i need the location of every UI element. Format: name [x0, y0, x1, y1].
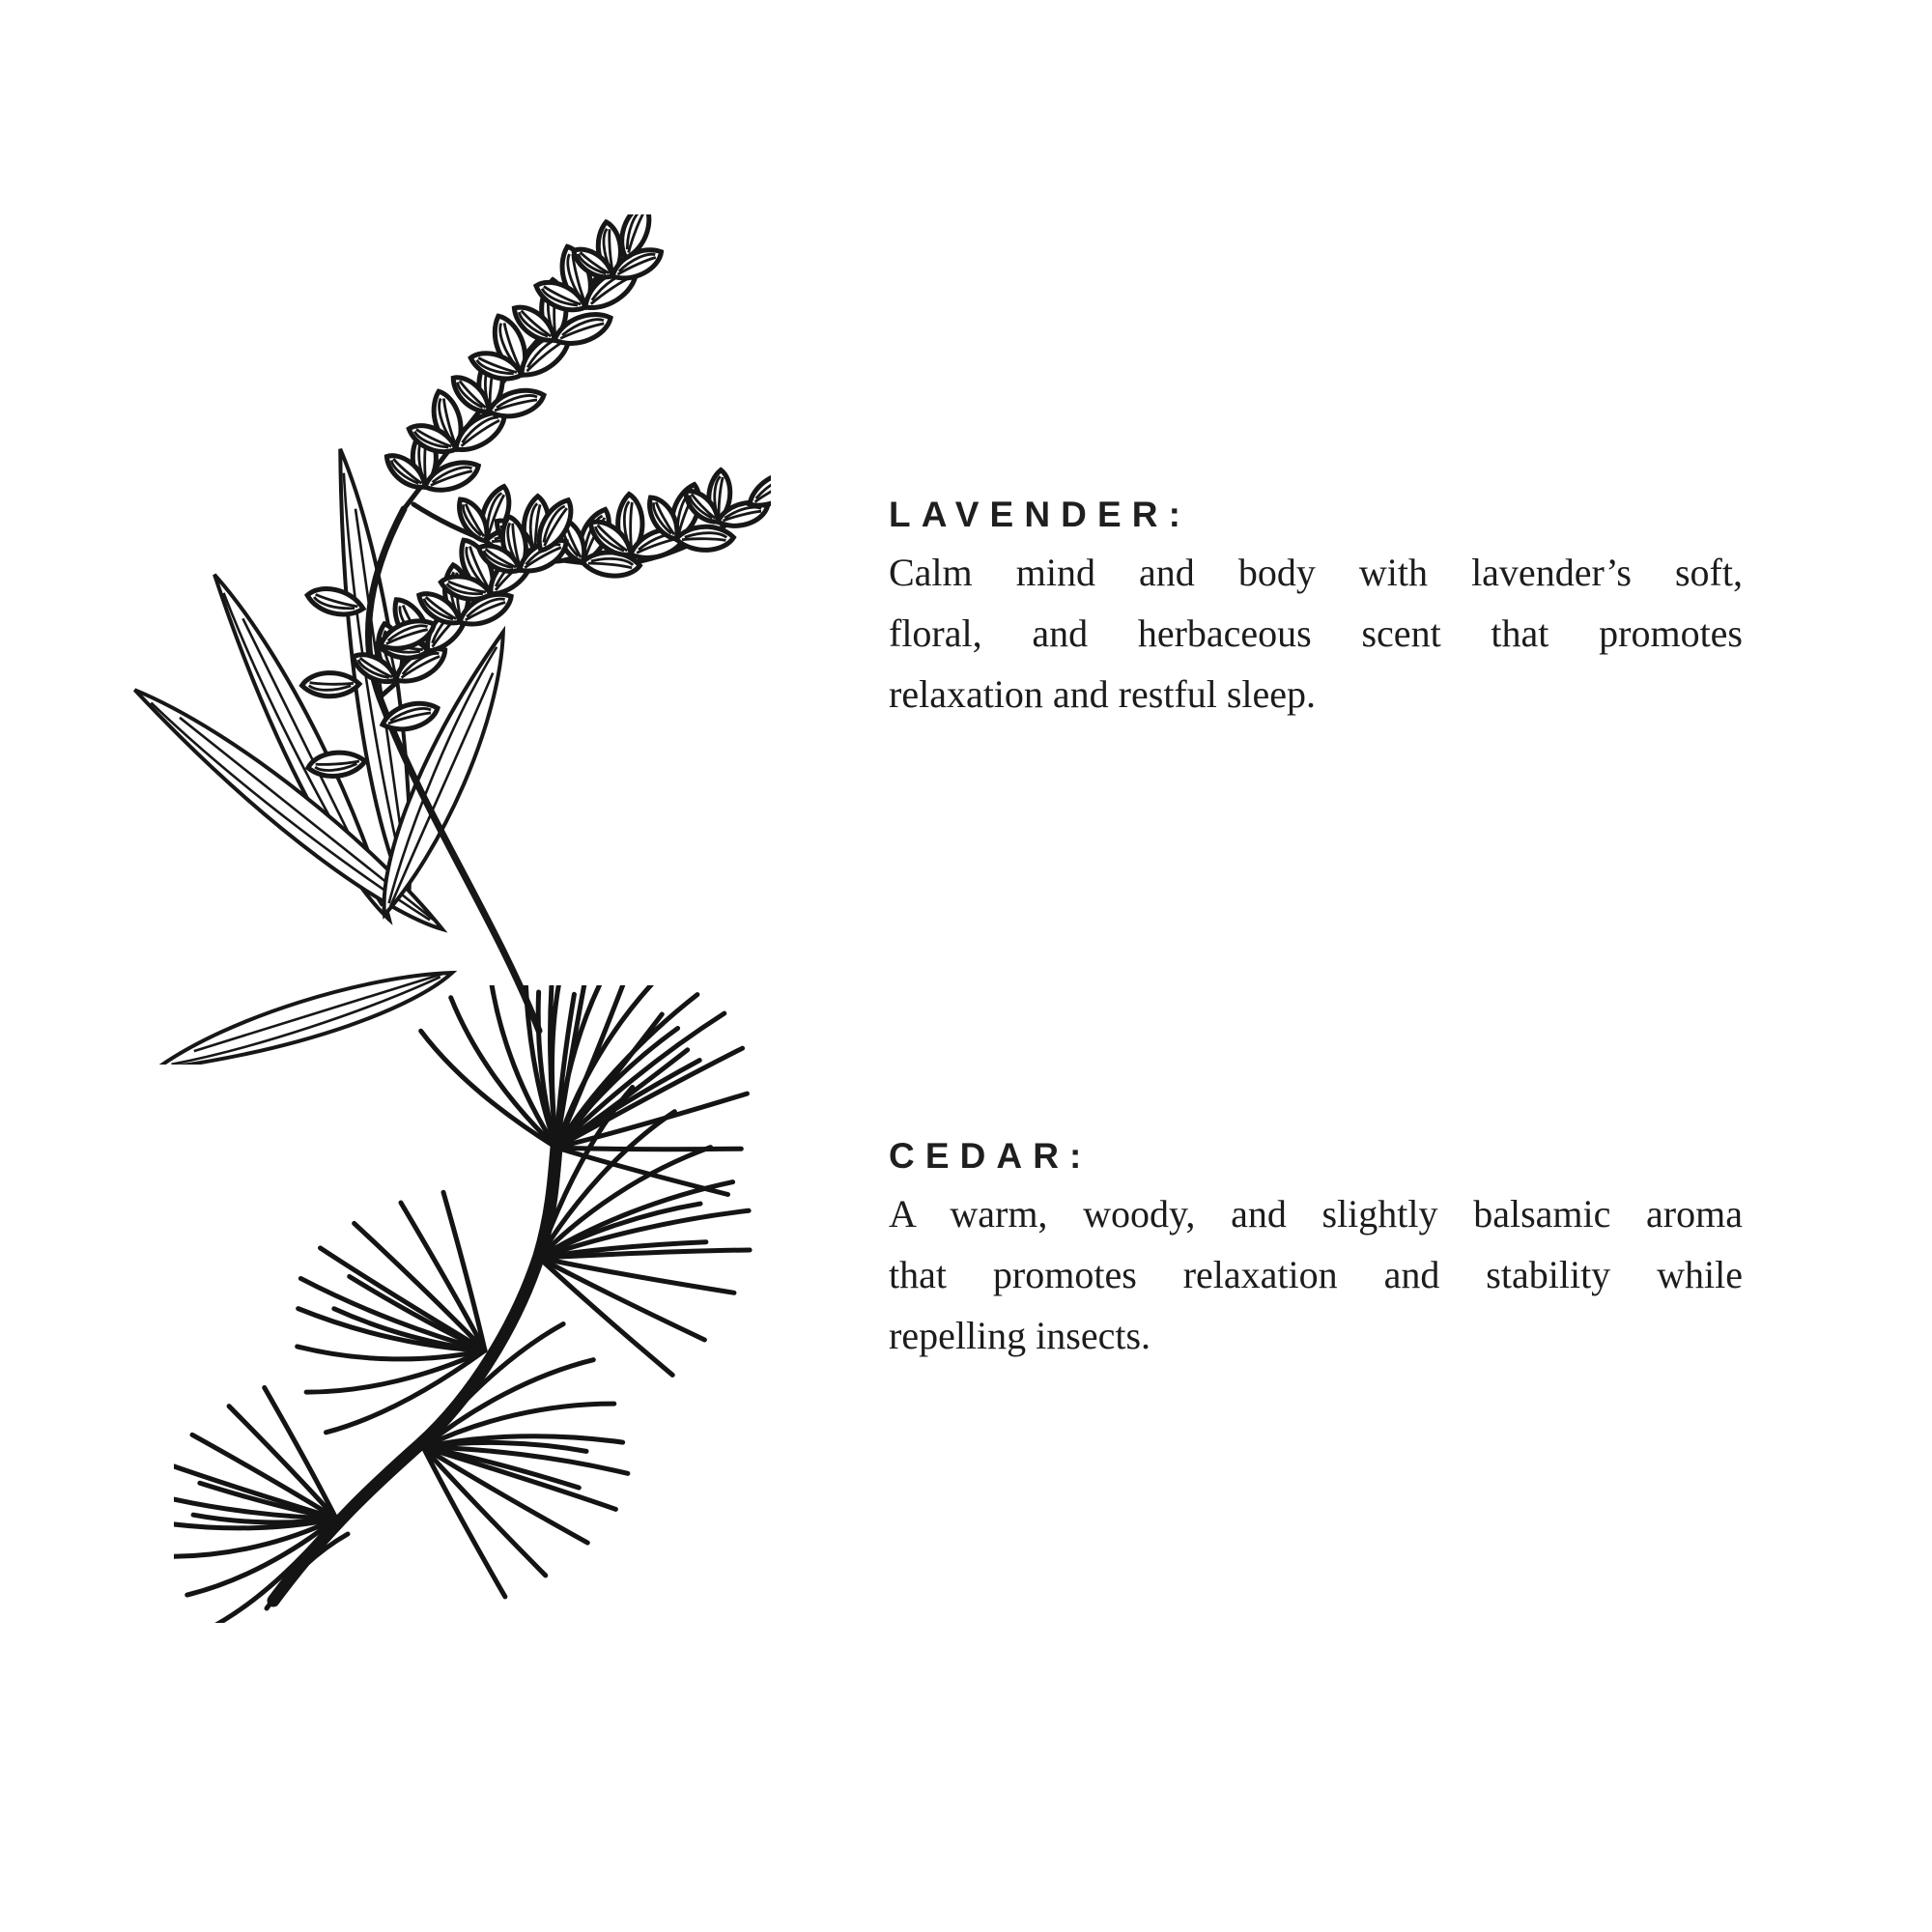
lavender-illustration	[133, 214, 771, 1065]
lavender-description-line-2: floral, and herbaceous scent that promotes	[889, 611, 1743, 655]
lavender-description-line-1: Calm mind and body with lavender’s soft,	[889, 551, 1743, 594]
cedar-section	[889, 1136, 1743, 1366]
cedar-heading: CEDAR:	[889, 1136, 1093, 1176]
cedar-illustration-svg	[174, 985, 927, 1623]
cedar-description-line-2: that promotes relaxation and stability while	[889, 1253, 1743, 1296]
cedar-needle-clusters	[174, 985, 813, 1623]
lavender-flower-spike-top	[378, 214, 670, 515]
cedar-description-line-1: A warm, woody, and slightly balsamic aroma	[889, 1192, 1743, 1236]
cedar-description-line-3: repelling insects.	[889, 1314, 1151, 1357]
cedar-illustration	[174, 985, 927, 1623]
lavender-section	[889, 495, 1743, 724]
lavender-description-line-3: relaxation and restful sleep.	[889, 672, 1317, 716]
lavender-illustration-svg	[133, 214, 771, 1065]
lavender-heading: LAVENDER:	[889, 495, 1191, 534]
